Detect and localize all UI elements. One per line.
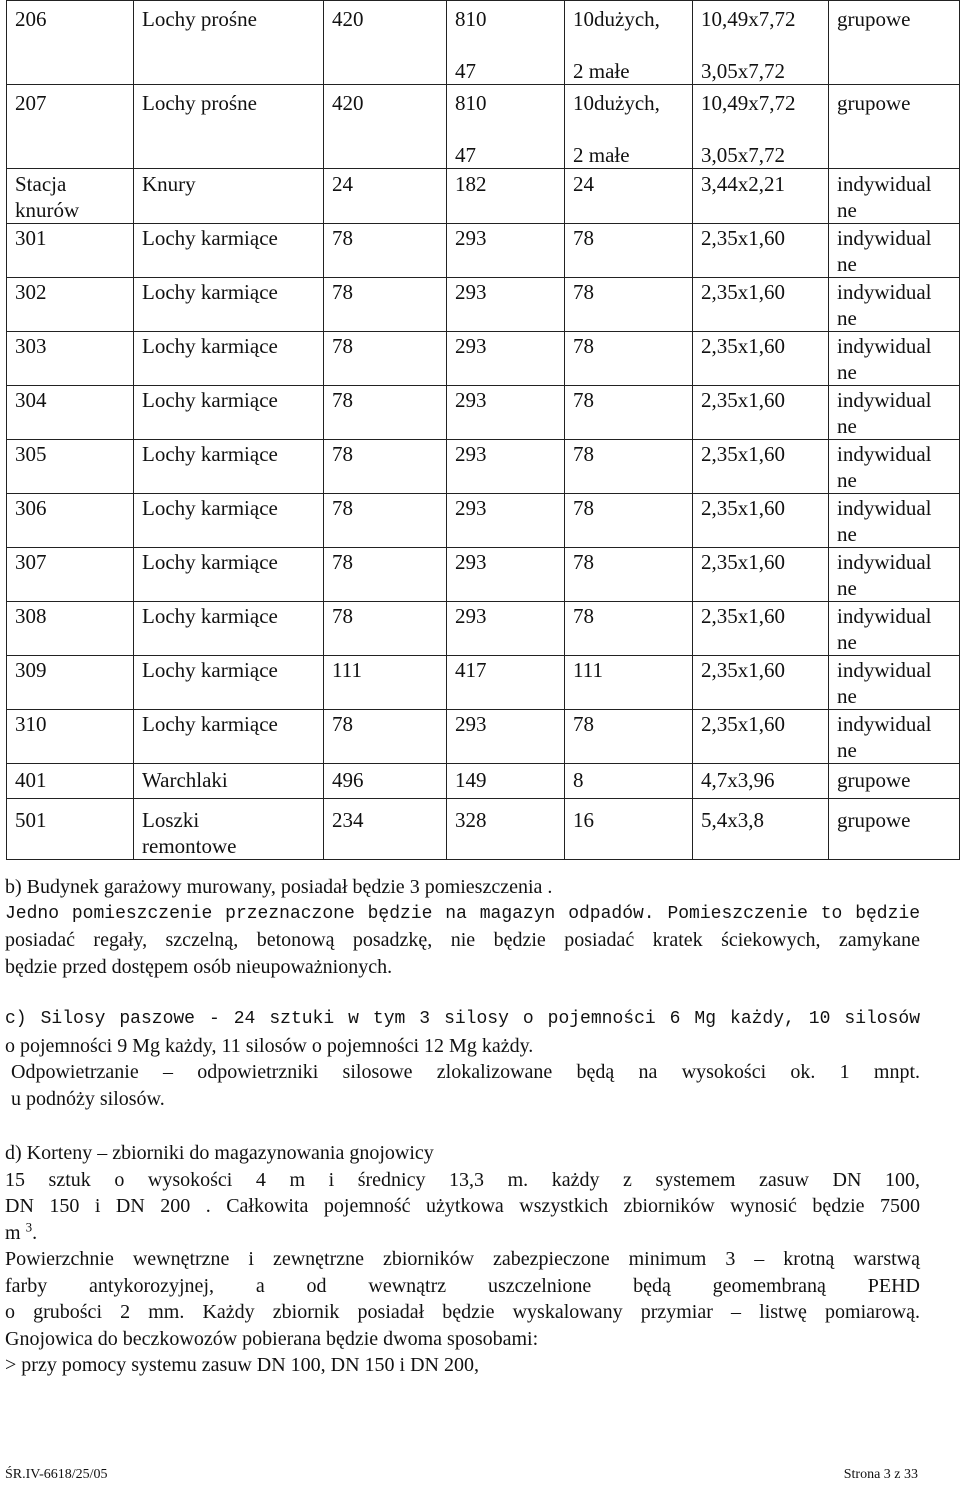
value-cell	[447, 224, 565, 278]
value-cell	[324, 85, 447, 169]
cell-text: 78	[332, 604, 353, 628]
table-row	[7, 169, 960, 224]
value-cell	[565, 224, 693, 278]
value-cell	[324, 440, 447, 494]
table-row	[7, 548, 960, 602]
cell-text: 10dużych,	[573, 91, 660, 115]
room-cell	[7, 278, 134, 332]
room-cell	[7, 1, 134, 85]
cell-text: 2,35x1,60	[701, 334, 785, 358]
value-cell	[447, 764, 565, 799]
dimension-cell	[693, 224, 829, 278]
cell-text: 310	[15, 712, 47, 736]
housing-cell	[829, 656, 960, 710]
cell-text: 309	[15, 658, 47, 682]
group-cell	[134, 602, 324, 656]
value-cell	[565, 764, 693, 799]
cell-text: 78	[573, 712, 594, 736]
cell-text: 234	[332, 808, 364, 832]
cell-text: 111	[332, 658, 362, 682]
value-cell	[565, 332, 693, 386]
cell-text: 111	[573, 658, 603, 682]
section-b-heading: b) Budynek garażowy murowany, posiadał będzie 3 pomieszczenia .	[5, 876, 553, 898]
value-cell	[565, 278, 693, 332]
cell-text: 2,35x1,60	[701, 226, 785, 250]
value-cell	[324, 169, 447, 224]
cell-text: indywidual	[837, 604, 932, 628]
value-cell	[565, 1, 693, 85]
cell-text: 3,44x2,21	[701, 172, 785, 196]
cell-text: 2,35x1,60	[701, 280, 785, 304]
dimension-cell	[693, 386, 829, 440]
cell-text: Lochy karmiące	[142, 496, 278, 520]
cell-text: 302	[15, 280, 47, 304]
group-cell	[134, 494, 324, 548]
text-line: o grubości 2 mm. Każdy zbiornik posiadał będzie wyskalowany przymiar – listwę pomiarową.	[5, 1301, 920, 1323]
value-cell	[447, 494, 565, 548]
dimension-cell	[693, 169, 829, 224]
superscript: 3	[25, 1218, 33, 1234]
cell-text: indywidual	[837, 334, 932, 358]
room-cell	[7, 764, 134, 799]
dimension-cell	[693, 799, 829, 860]
group-cell	[134, 656, 324, 710]
section-d-heading: d) Korteny – zbiorniki do magazynowania gnojowicy	[5, 1142, 434, 1164]
text-line: > przy pomocy systemu zasuw DN 100, DN 150 i DN 200,	[5, 1354, 480, 1376]
dimension-cell	[693, 656, 829, 710]
text-line: o pojemności 9 Mg każdy, 11 silosów o pojemności 12 Mg każdy.	[5, 1034, 534, 1057]
housing-cell	[829, 440, 960, 494]
cell-text: 5,4x3,8	[701, 808, 764, 832]
section-d	[5, 1140, 920, 1379]
cell-text: 10dużych,	[573, 7, 660, 31]
cell-text: 293	[455, 604, 487, 628]
document-reference: ŚR.IV-6618/25/05	[5, 1467, 108, 1482]
value-cell	[324, 224, 447, 278]
cell-text: 301	[15, 226, 47, 250]
cell-text: 496	[332, 768, 364, 792]
cell-text: 293	[455, 334, 487, 358]
cell-text: 810	[455, 7, 487, 31]
value-cell	[324, 799, 447, 860]
cell-text: 149	[455, 768, 487, 792]
cell-text: 303	[15, 334, 47, 358]
page-footer	[5, 1467, 918, 1483]
cell-text: 2,35x1,60	[701, 712, 785, 736]
text-line: farby antykorozyjnej, a od wewnątrz uszczelnione będą geomembraną PEHD	[5, 1274, 920, 1297]
value-cell	[447, 440, 565, 494]
group-cell	[134, 710, 324, 764]
cell-text: 10,49x7,72	[701, 7, 796, 31]
cell-text: 207	[15, 91, 47, 115]
cell-text: 420	[332, 7, 364, 31]
dimension-cell	[693, 85, 829, 169]
value-cell	[447, 85, 565, 169]
group-cell	[134, 224, 324, 278]
cell-text: Lochy karmiące	[142, 712, 278, 736]
group-cell	[134, 386, 324, 440]
cell-text: 78	[332, 388, 353, 412]
table-row	[7, 85, 960, 169]
group-cell	[134, 764, 324, 799]
cell-text: grupowe	[837, 808, 911, 832]
cell-text: 293	[455, 550, 487, 574]
cell-text: 78	[573, 604, 594, 628]
value-cell	[447, 548, 565, 602]
cell-text: 8	[573, 768, 584, 792]
room-cell	[7, 602, 134, 656]
cell-text: ne	[837, 468, 857, 492]
dimension-cell	[693, 548, 829, 602]
table-row	[7, 386, 960, 440]
value-cell	[324, 656, 447, 710]
value-cell	[447, 799, 565, 860]
cell-text: ne	[837, 522, 857, 546]
group-cell	[134, 278, 324, 332]
cell-text: 78	[573, 550, 594, 574]
value-cell	[324, 332, 447, 386]
cell-text: ne	[837, 738, 857, 762]
table-row	[7, 1, 960, 85]
cell-text: 78	[332, 334, 353, 358]
group-cell	[134, 799, 324, 860]
livestock-table	[6, 0, 960, 860]
room-cell	[7, 710, 134, 764]
value-cell	[324, 1, 447, 85]
cell-text: Loszki	[142, 808, 200, 832]
room-cell	[7, 169, 134, 224]
cell-text: 78	[332, 226, 353, 250]
cell-text: 78	[332, 280, 353, 304]
housing-cell	[829, 85, 960, 169]
cell-text: indywidual	[837, 280, 932, 304]
text-fragment: m	[5, 1221, 26, 1244]
housing-cell	[829, 169, 960, 224]
dimension-cell	[693, 1, 829, 85]
table-row	[7, 656, 960, 710]
value-cell	[324, 602, 447, 656]
cell-text: grupowe	[837, 768, 911, 792]
table-row	[7, 224, 960, 278]
cell-text: 2 małe	[573, 59, 630, 83]
table-row	[7, 332, 960, 386]
cell-text: 293	[455, 712, 487, 736]
cell-text: Lochy karmiące	[142, 604, 278, 628]
text-line: u podnóży silosów.	[11, 1087, 165, 1110]
cell-text: 417	[455, 658, 487, 682]
cell-text: grupowe	[837, 91, 911, 115]
text-line: Jedno pomieszczenie przeznaczone będzie na magazyn odpadów. Pomieszczenie to będzie	[5, 903, 920, 924]
dimension-cell	[693, 602, 829, 656]
housing-cell	[829, 386, 960, 440]
cell-text: indywidual	[837, 496, 932, 520]
table-row	[7, 710, 960, 764]
text-line	[5, 1220, 920, 1247]
cell-text: Lochy karmiące	[142, 442, 278, 466]
cell-text: 47	[455, 59, 476, 83]
cell-text: Warchlaki	[142, 768, 228, 792]
cell-text: Lochy karmiące	[142, 226, 278, 250]
section-c	[5, 1006, 920, 1112]
value-cell	[565, 169, 693, 224]
group-cell	[134, 440, 324, 494]
cell-text: 24	[573, 172, 594, 196]
cell-text: 293	[455, 388, 487, 412]
cell-text: 420	[332, 91, 364, 115]
cell-text: Knury	[142, 172, 196, 196]
cell-text: 78	[573, 388, 594, 412]
cell-text: 2 małe	[573, 143, 630, 167]
table-row	[7, 602, 960, 656]
cell-text: 308	[15, 604, 47, 628]
cell-text: 293	[455, 226, 487, 250]
cell-text: 78	[573, 334, 594, 358]
cell-text: 78	[573, 280, 594, 304]
cell-text: indywidual	[837, 172, 932, 196]
value-cell	[565, 386, 693, 440]
value-cell	[447, 332, 565, 386]
value-cell	[447, 602, 565, 656]
cell-text: 47	[455, 143, 476, 167]
cell-text: 78	[573, 496, 594, 520]
cell-text: 2,35x1,60	[701, 496, 785, 520]
cell-text: 2,35x1,60	[701, 388, 785, 412]
cell-text: 401	[15, 768, 47, 792]
cell-text: 2,35x1,60	[701, 550, 785, 574]
group-cell	[134, 85, 324, 169]
cell-text: 78	[573, 442, 594, 466]
cell-text: 4,7x3,96	[701, 768, 775, 792]
value-cell	[447, 1, 565, 85]
cell-text: 501	[15, 808, 47, 832]
value-cell	[565, 710, 693, 764]
cell-text: 78	[332, 712, 353, 736]
group-cell	[134, 169, 324, 224]
housing-cell	[829, 278, 960, 332]
room-cell	[7, 548, 134, 602]
cell-text: 307	[15, 550, 47, 574]
cell-text: ne	[837, 684, 857, 708]
section-b	[5, 874, 920, 980]
cell-text: indywidual	[837, 712, 932, 736]
cell-text: 293	[455, 496, 487, 520]
table-row	[7, 494, 960, 548]
value-cell	[324, 278, 447, 332]
cell-text: Lochy karmiące	[142, 550, 278, 574]
dimension-cell	[693, 440, 829, 494]
housing-cell	[829, 224, 960, 278]
cell-text: ne	[837, 414, 857, 438]
cell-text: 306	[15, 496, 47, 520]
text-fragment: .	[32, 1221, 38, 1244]
table-row	[7, 799, 960, 860]
cell-text: indywidual	[837, 658, 932, 682]
housing-cell	[829, 764, 960, 799]
cell-text: 2,35x1,60	[701, 442, 785, 466]
cell-text: 16	[573, 808, 594, 832]
cell-text: 182	[455, 172, 487, 196]
cell-text: Lochy prośne	[142, 7, 257, 31]
housing-cell	[829, 494, 960, 548]
cell-text: remontowe	[142, 834, 237, 858]
text-line: będzie przed dostępem osób nieupoważnionych.	[5, 955, 393, 978]
value-cell	[565, 85, 693, 169]
cell-text: 78	[573, 226, 594, 250]
cell-text: 206	[15, 7, 47, 31]
cell-text: 78	[332, 496, 353, 520]
cell-text: 293	[455, 442, 487, 466]
room-cell	[7, 85, 134, 169]
cell-text: indywidual	[837, 388, 932, 412]
group-cell	[134, 332, 324, 386]
group-cell	[134, 548, 324, 602]
value-cell	[324, 386, 447, 440]
text-line: Odpowietrzanie – odpowietrzniki silosowe zlokalizowane będą na wysokości ok. 1 mnpt.	[11, 1061, 920, 1083]
cell-text: Lochy karmiące	[142, 280, 278, 304]
room-cell	[7, 494, 134, 548]
room-cell	[7, 799, 134, 860]
value-cell	[565, 440, 693, 494]
text-line: DN 150 i DN 200 . Całkowita pojemność użytkowa wszystkich zbiorników wynosić będzie 7500	[5, 1195, 920, 1217]
cell-text: 3,05x7,72	[701, 59, 785, 83]
cell-text: ne	[837, 252, 857, 276]
room-cell	[7, 332, 134, 386]
cell-text: ne	[837, 630, 857, 654]
cell-text: Lochy karmiące	[142, 388, 278, 412]
table-row	[7, 764, 960, 799]
group-cell	[134, 1, 324, 85]
cell-text: Lochy karmiące	[142, 334, 278, 358]
table-row	[7, 440, 960, 494]
cell-text: ne	[837, 360, 857, 384]
value-cell	[565, 602, 693, 656]
cell-text: indywidual	[837, 442, 932, 466]
section-c-heading: c) Silosy paszowe - 24 sztuki w tym 3 silosy o pojemności 6 Mg każdy, 10 silosów	[5, 1009, 920, 1029]
housing-cell	[829, 548, 960, 602]
value-cell	[324, 710, 447, 764]
cell-text: 328	[455, 808, 487, 832]
room-cell	[7, 656, 134, 710]
cell-text: Stacja	[15, 172, 67, 196]
cell-text: 304	[15, 388, 47, 412]
cell-text: 78	[332, 550, 353, 574]
value-cell	[447, 656, 565, 710]
value-cell	[447, 386, 565, 440]
cell-text: knurów	[15, 198, 80, 222]
cell-text: 10,49x7,72	[701, 91, 796, 115]
cell-text: 78	[332, 442, 353, 466]
cell-text: 3,05x7,72	[701, 143, 785, 167]
text-line: 15 sztuk o wysokości 4 m i średnicy 13,3 m. każdy z systemem zasuw DN 100,	[5, 1168, 920, 1191]
value-cell	[565, 656, 693, 710]
cell-text: indywidual	[837, 550, 932, 574]
housing-cell	[829, 799, 960, 860]
cell-text: 305	[15, 442, 47, 466]
dimension-cell	[693, 278, 829, 332]
housing-cell	[829, 1, 960, 85]
text-line: Powierzchnie wewnętrzne i zewnętrzne zbiorników zabezpieczone minimum 3 – krotną warstwą	[5, 1248, 920, 1270]
dimension-cell	[693, 710, 829, 764]
text-line: posiadać regały, szczelną, betonową posadzkę, nie będzie posiadać kratek ściekowych, zamykane	[5, 929, 920, 951]
cell-text: ne	[837, 576, 857, 600]
value-cell	[447, 278, 565, 332]
cell-text: 24	[332, 172, 353, 196]
room-cell	[7, 386, 134, 440]
value-cell	[565, 799, 693, 860]
cell-text: 810	[455, 91, 487, 115]
value-cell	[447, 710, 565, 764]
housing-cell	[829, 602, 960, 656]
cell-text: indywidual	[837, 226, 932, 250]
housing-cell	[829, 332, 960, 386]
housing-cell	[829, 710, 960, 764]
dimension-cell	[693, 764, 829, 799]
text-line: Gnojowica do beczkowozów pobierana będzie dwoma sposobami:	[5, 1327, 539, 1350]
value-cell	[324, 548, 447, 602]
cell-text: Lochy prośne	[142, 91, 257, 115]
cell-text: ne	[837, 198, 857, 222]
page-number: Strona 3 z 33	[843, 1467, 918, 1482]
room-cell	[7, 224, 134, 278]
dimension-cell	[693, 332, 829, 386]
cell-text: Lochy karmiące	[142, 658, 278, 682]
value-cell	[565, 494, 693, 548]
cell-text: grupowe	[837, 7, 911, 31]
cell-text: 293	[455, 280, 487, 304]
value-cell	[324, 494, 447, 548]
cell-text: 2,35x1,60	[701, 658, 785, 682]
table-row	[7, 278, 960, 332]
cell-text: ne	[837, 306, 857, 330]
value-cell	[565, 548, 693, 602]
dimension-cell	[693, 494, 829, 548]
room-cell	[7, 440, 134, 494]
value-cell	[447, 169, 565, 224]
cell-text: 2,35x1,60	[701, 604, 785, 628]
value-cell	[324, 764, 447, 799]
